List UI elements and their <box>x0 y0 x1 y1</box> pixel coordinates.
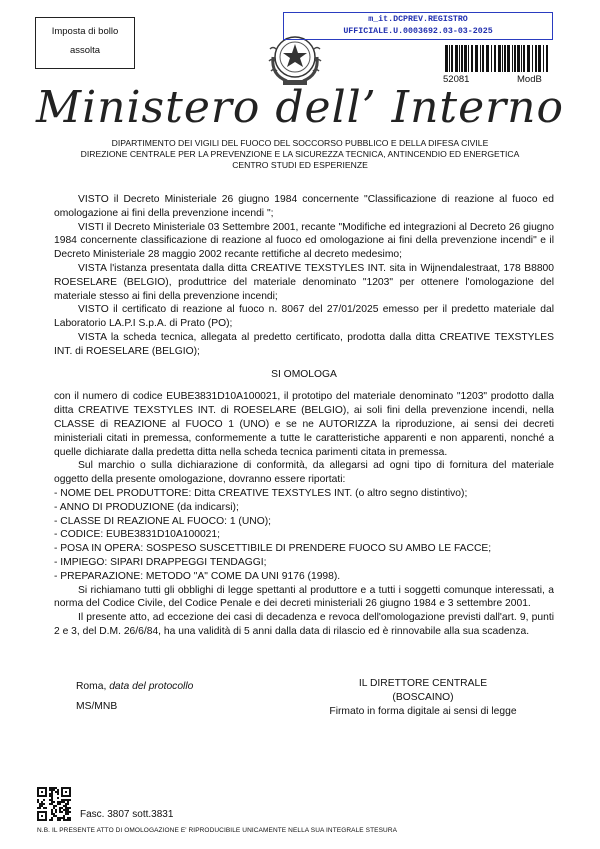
list-item-installation: - POSA IN OPERA: SOSPESO SUSCETTIBILE DI PRENDERE FUOCO SU AMBO LE FACCE; <box>54 543 492 555</box>
marchio-paragraph: Sul marchio o sulla dichiarazione di conformità, da allegarsi ad ogni tipo di fornitura del materiale oggetto della presente omologazione, dovranno essere riportati: <box>54 460 554 486</box>
barcode-model: ModB <box>517 74 542 85</box>
place: Roma, <box>76 681 107 692</box>
list-item-preparation: - PREPARAZIONE: METODO "A" COME DA UNI 9176 (1998). <box>54 570 341 582</box>
si-omologa-heading: SI OMOLOGA <box>271 368 337 380</box>
director-name: (BOSCAINO) <box>392 691 454 703</box>
protocol-registry-box <box>283 12 553 40</box>
list-item-year: - ANNO DI PRODUZIONE (da indicarsi); <box>54 501 239 513</box>
list-item-code: - CODICE: EUBE3831D10A100021; <box>54 529 220 541</box>
footer-note: N.B. IL PRESENTE ATTO DI OMOLOGAZIONE E' RIPRODUCIBILE UNICAMENTE NELLA SUA INTEGRALE STESURA <box>37 827 398 834</box>
obblighi-paragraph: Si richiamano tutti gli obblighi di legge spettanti al produttore e a tutti i soggetti comunque interessati, a norma del Codice Civile, del Codice Penale e dei decreti ministeriali 26 giugno 1984 e 3 settembre 2001. <box>54 584 554 610</box>
department-line-2: DIREZIONE CENTRALE PER LA PREVENZIONE E LA SICUREZZA TECNICA, ANTINCENDIO ED ENERGETICA <box>80 149 520 159</box>
department-line-1: DIPARTIMENTO DEI VIGILI DEL FUOCO DEL SOCCORSO PUBBLICO E DELLA DIFESA CIVILE <box>111 138 489 148</box>
visto-paragraph-5: VISTA la scheda tecnica, allegata al predetto certificato, prodotta dalla ditta CREATIVE TEXSTYLES INT. di ROESELARE (BELGIO); <box>54 331 554 357</box>
director-title: IL DIRETTORE CENTRALE <box>358 678 488 689</box>
visto-paragraph-4: VISTO il certificato di reazione al fuoco n. 8067 del 27/01/2025 emesso per il predetto materiale dal Laboratorio LA.P.I S.p.A. di Prato (PO); <box>54 304 554 330</box>
department-line-3: CENTRO STUDI ED ESPERIENZE <box>232 160 368 170</box>
stamp-line-1: Imposta di bollo <box>51 26 119 37</box>
ministry-title: Ministero dell’ Interno <box>36 82 564 133</box>
registry-line-2: UFFICIALE.U.0003692.03-03-2025 <box>343 27 493 36</box>
digital-signature-note: Firmato in forma digitale ai sensi di legge <box>329 705 517 717</box>
document-body <box>54 193 554 639</box>
list-item-class: - CLASSE DI REAZIONE AL FUOCO: 1 (UNO); <box>54 515 272 527</box>
signature-left-block <box>76 677 193 717</box>
barcode-number: 52081 <box>443 74 470 85</box>
protocol-date: data del protocollo <box>109 681 194 692</box>
registry-line-1: m_it.DCPREV.REGISTRO <box>368 15 468 24</box>
list-item-producer: - NOME DEL PRODUTTORE: Ditta CREATIVE TEXSTYLES INT. (o altro segno distintivo); <box>54 487 468 499</box>
omologa-paragraph: con il numero di codice EUBE3831D10A100021, il prototipo del materiale denominato "1203" prodotto dalla ditta CREATIVE TEXSTYLES INT. di ROESELARE (BELGIO), ai soli fini della prevenzione incendi, nella CLASSE di REAZIONE al FUOCO 1 (UNO) e se ne AUTORIZZA la riproduzione, ai sensi dei decreti ministeriali citati in premessa, conformemente a tutte le caratteristiche apparenti e non apparenti, nonché a quelle dichiarate dalla predetta ditta nella scheda tecnica parimenti citata in premessa. <box>54 391 554 458</box>
signature-right-block <box>318 677 528 718</box>
visto-paragraph-1: VISTO il Decreto Ministeriale 26 giugno 1984 concernente "Classificazione di reazione al fuoco ed omologazione ai fini della prevenzione incendi "; <box>54 194 554 219</box>
file-reference: Fasc. 3807 sott.3831 <box>80 809 174 820</box>
barcode-icon <box>445 45 550 72</box>
validita-paragraph: Il presente atto, ad eccezione dei casi di decadenza e revoca dell'omologazione previsti dall'art. 9, punti 2 e 3, del D.M. 26/6/84, ha una validità di 5 anni dalla data di rilascio ed è rinnovabile alla sua scadenza. <box>54 612 554 637</box>
initials: MS/MNB <box>76 701 118 712</box>
qr-code-icon <box>37 787 71 821</box>
visto-paragraph-3: VISTA l'istanza presentata dalla ditta CREATIVE TEXSTYLES INT. sita in Wijnendalestraat, 178 B8800 ROESELARE (BELGIO), produttrice del materiale denominato "1203" per ottenere l'omologazione del materiale stesso ai fini della prevenzione incendi; <box>54 262 554 302</box>
revenue-stamp-box <box>35 17 135 69</box>
stamp-line-2: assolta <box>69 45 101 56</box>
list-item-use: - IMPIEGO: SIPARI DRAPPEGGI TENDAGGI; <box>54 556 267 568</box>
place-date-line <box>76 677 193 697</box>
visto-paragraph-2: VISTI il Decreto Ministeriale 03 Settembre 2001, recante "Modifiche ed integrazioni al Decreto 26 giugno 1984 concernente classificazione di reazione al fuoco ed omologazione ai fini della prevenzione incendi" e il Decreto Ministeriale 28 maggio 2002 recante rettifiche al decreto medesimo; <box>54 221 554 261</box>
